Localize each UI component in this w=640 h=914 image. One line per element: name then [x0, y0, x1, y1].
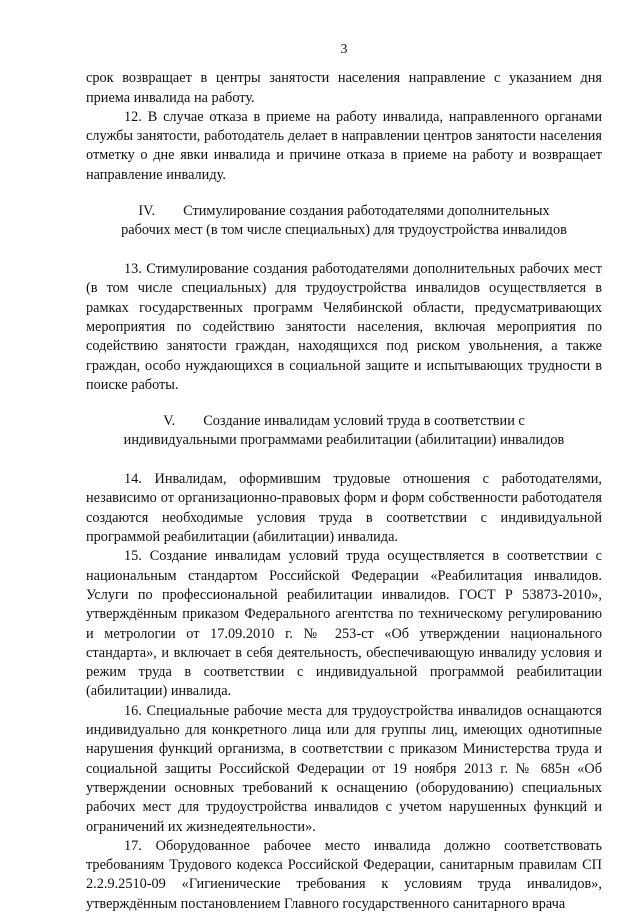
paragraph-14: 14. Инвалидам, оформившим трудовые отношения с работодателями, независимо от организационно-правовых форм и форм собственности работодателя создаются необходимые условия труда в соответствии с индивидуальной программой реабилитации (абилитации) инвалида.	[86, 471, 602, 546]
section-iv-title-line1: Стимулирование создания работодателями дополнительных	[183, 203, 550, 220]
paragraph-17: 17. Оборудованное рабочее место инвалида должно соответствовать требованиям Трудового кодекса Российской Федерации, санитарным правилам СП 2.2.9.2510-09 «Гигиенические требования к условиям труда инвалидов», утверждённым постановлением Главного государственного санитарного врача	[86, 837, 602, 912]
page-number: 3	[340, 42, 348, 57]
paragraph-12: 12. В случае отказа в приеме на работу инвалида, направленного органами службы занятости, работодатель делает в направлении центров занятости населения отметку о дне явки инвалида и причине отказа в приеме на работу и возвращает направление инвалиду.	[86, 108, 602, 183]
paragraph-continuation: срок возвращает в центры занятости населения направление с указанием дня приема инвалида на работу.	[86, 70, 602, 106]
paragraph-13: 13. Стимулирование создания работодателями дополнительных рабочих мест (в том числе специальных) для трудоустройства инвалидов осуществляется в рамках государственных программ Челябинской области, предусматривающих мероприятия по содействию занятости населения, включая мероприятия по содействию занятости граждан, находящихся под риском увольнения, а также граждан, особо нуждающихся в социальной защите и испытывающих трудности в поиске работы.	[86, 261, 602, 393]
paragraph-16: 16. Специальные рабочие места для трудоустройства инвалидов оснащаются индивидуально для конкретного лица или для группы лиц, имеющих однотипные нарушения функций организма, в соответствии с приказом Министерства труда и социальной защиты Российской Федерации от 19 ноября 2013 г. № 685н «Об утверждении основных требований к оснащению (оборудованию) специальных рабочих мест для трудоустройства инвалидов с учетом нарушенных функций и ограничений их жизнедеятельности».	[86, 702, 602, 835]
section-v-title-line1: Создание инвалидам условий труда в соответствии с	[203, 413, 525, 430]
section-iv-title-line2: рабочих мест (в том числе специальных) для трудоустройства инвалидов	[121, 222, 567, 239]
section-v-numeral: V.	[163, 413, 176, 430]
section-heading-v	[86, 412, 602, 450]
section-v-title-line2: индивидуальными программами реабилитации (абилитации) инвалидов	[123, 432, 565, 449]
section-iv-numeral: IV.	[138, 203, 156, 220]
section-heading-iv	[86, 202, 602, 240]
paragraph-15: 15. Создание инвалидам условий труда осуществляется в соответствии с национальным стандартом Российской Федерации «Реабилитация инвалидов. Услуги по профессиональной реабилитации инвалидов. ГОСТ Р 53873-2010», утверждённым приказом Федерального агентства по техническому регулированию и метрологии от 17.09.2010 г. № 253-ст «Об утверждении национального стандарта», и включает в себя деятельность, обеспечивающую инвалиду условия и режим труда в соответствии с индивидуальной программой реабилитации (абилитации) инвалида.	[86, 548, 602, 700]
document-page	[86, 40, 602, 914]
